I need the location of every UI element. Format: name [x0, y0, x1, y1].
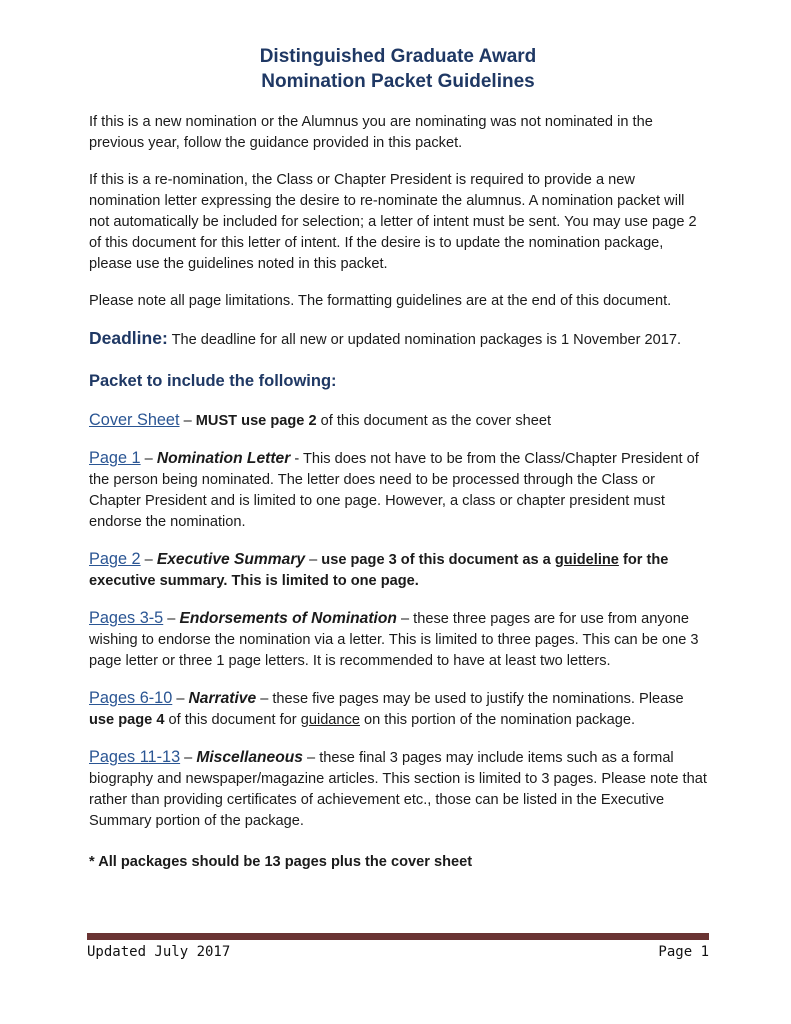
section-text-run: – — [179, 413, 196, 429]
section-heading: Page 1 — [89, 449, 141, 467]
deadline-line — [89, 326, 707, 352]
section-cover-sheet — [89, 410, 707, 432]
intro-paragraph-3: Please note all page limitations. The formatting guidelines are at the end of this document. — [89, 293, 672, 309]
section-text-run: of this document for — [164, 712, 301, 728]
intro-paragraph-2: If this is a re-nomination, the Class or Chapter President is required to provide a new nomination letter expressing the desire to re-nominate the alumnus. A nomination packet will not automatically be included for selection; a letter of intent must be sent. You may use page 2 of this document for this letter of intent. If the desire is to update the nomination package, please use the guidelines noted in this packet. — [89, 172, 697, 272]
document-content — [89, 44, 707, 873]
document-title — [89, 44, 707, 94]
packet-heading: Packet to include the following: — [89, 372, 337, 390]
section-text-run: Endorsements of Nomination — [179, 610, 397, 627]
page-footer — [87, 933, 709, 962]
section-text-run: Narrative — [188, 690, 257, 707]
section-text-run: guidance — [300, 712, 360, 728]
section-text-run: use page 4 — [89, 712, 165, 728]
section-text-run: – — [172, 691, 189, 707]
section-heading: Pages 3-5 — [89, 609, 164, 627]
section-text-run: – — [140, 451, 157, 467]
title-line-1: Distinguished Graduate Award — [259, 46, 537, 67]
section-text-run: Miscellaneous — [196, 749, 303, 766]
section-text-run: on this portion of the nomination package. — [359, 712, 635, 728]
footer-updated-date: Updated July 2017 — [87, 944, 231, 960]
footer-row — [87, 942, 709, 962]
section-text-run: – — [305, 552, 322, 568]
section-heading: Cover Sheet — [89, 411, 180, 429]
section-text-run: – — [140, 552, 157, 568]
section-text-run: use page 3 of this document as a — [321, 552, 555, 568]
section-page-1 — [89, 448, 707, 533]
section-text-run: – — [180, 750, 197, 766]
deadline-label: Deadline: — [89, 328, 168, 348]
footer-rule — [87, 933, 709, 940]
section-heading: Pages 6-10 — [89, 689, 173, 707]
section-page-2 — [89, 549, 707, 592]
section-text-run: for the executive summary. This is limited to one page. — [89, 552, 669, 589]
footnote: * All packages should be 13 pages plus the cover sheet — [89, 854, 473, 870]
section-text-run: Executive Summary — [156, 551, 306, 568]
intro-paragraph-1: If this is a new nomination or the Alumnus you are nominating was not nominated in the previous year, follow the guidance provided in this packet. — [89, 114, 653, 151]
section-text-run: – — [163, 611, 180, 627]
footer-page-number: Page 1 — [658, 944, 709, 960]
section-pages-6-10 — [89, 688, 707, 731]
section-pages-11-13 — [89, 747, 707, 832]
title-line-2: Nomination Packet Guidelines — [261, 71, 535, 92]
section-text-run: – these three pages are for use from anyone wishing to endorse the nomination via a letter. This is limited to three pages. This can be one 3 page letter or three 1 page letters. It is recommended to have at least two letters. — [89, 611, 699, 669]
section-pages-3-5 — [89, 608, 707, 672]
section-heading: Pages 11-13 — [89, 748, 181, 766]
deadline-text: The deadline for all new or updated nomination packages is 1 November 2017. — [167, 332, 682, 348]
section-text-run: guideline — [554, 552, 619, 568]
section-text-run: of this document as the cover sheet — [316, 413, 552, 429]
section-text-run: Nomination Letter — [156, 450, 291, 467]
section-text-run: - This does not have to be from the Class/Chapter President of the person being nominated. The letter does need to be processed through the Class or Chapter President and is limited to one page. However, a class or chapter president must endorse the nomination. — [89, 451, 699, 530]
section-text-run: MUST use page 2 — [195, 413, 317, 429]
section-heading: Page 2 — [89, 550, 141, 568]
sections — [89, 410, 707, 832]
section-text-run: – these five pages may be used to justify the nominations. Please — [256, 691, 684, 707]
section-text-run: – these final 3 pages may include items such as a formal biography and newspaper/magazine articles. This section is limited to 3 pages. Please note that rather than providing certificates of achievement etc., those can be listed in the Executive Summary portion of the package. — [89, 750, 707, 829]
